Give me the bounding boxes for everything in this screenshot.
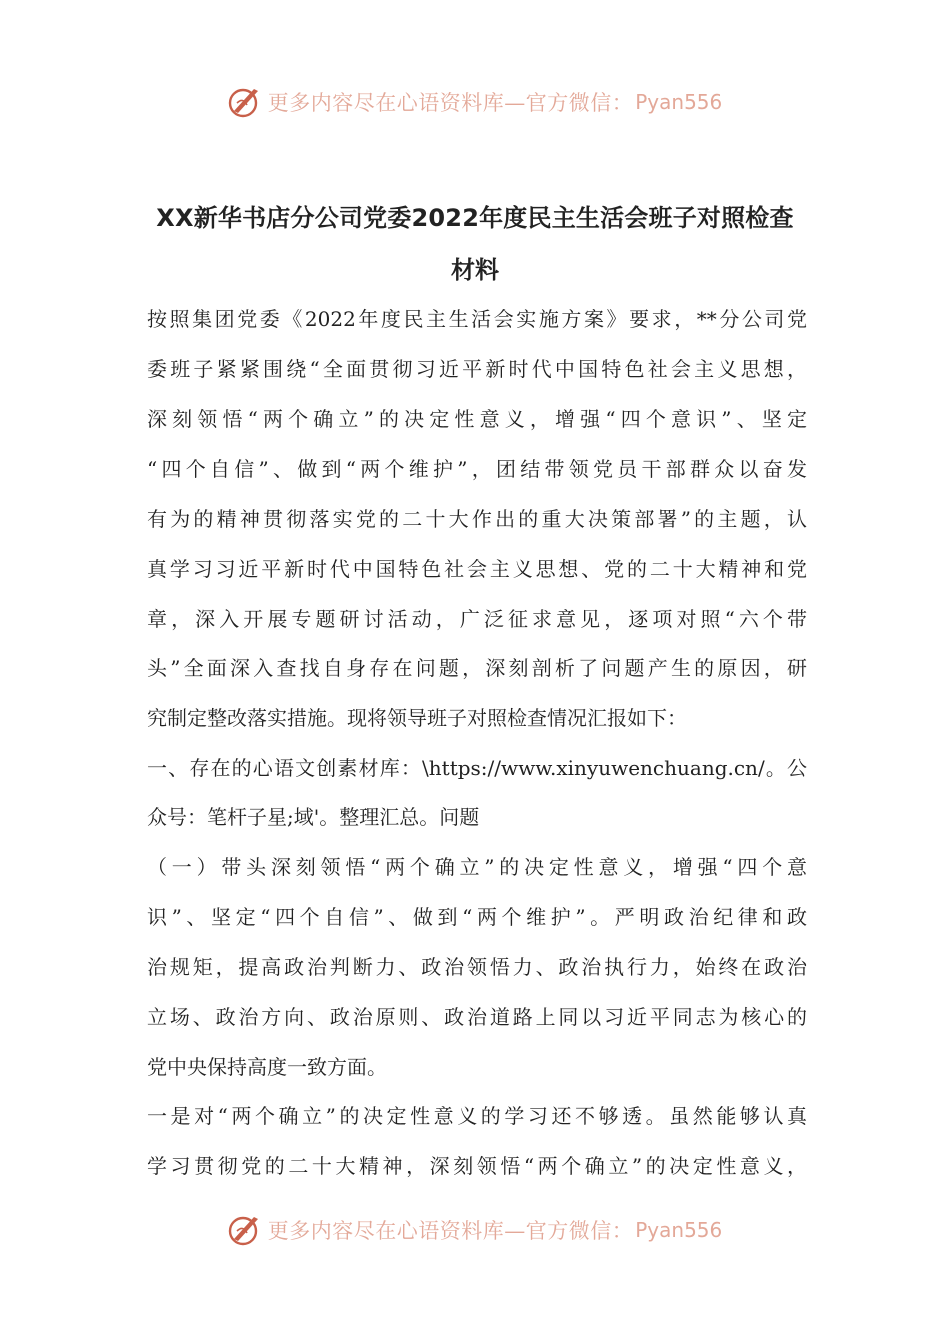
body-line: 众号：笔杆子星;域'。整理汇总。问题 bbox=[147, 805, 480, 829]
watermark-text: 更多内容尽在心语资料库—官方微信： bbox=[267, 91, 634, 115]
body-line: 头”全面深入查找自身存在问题，深刻剖析了问题产生的原因，研 bbox=[147, 656, 807, 680]
watermark-text: 更多内容尽在心语资料库—官方微信： bbox=[267, 1219, 634, 1243]
document-title-line-2: 材料 bbox=[451, 256, 499, 284]
body-line: 深刻领悟“两个确立”的决定性意义，增强“四个意识”、坚定 bbox=[147, 407, 807, 431]
body-line: 按照集团党委《2022年度民主生活会实施方案》要求，**分公司党 bbox=[147, 307, 807, 331]
body-line: 一是对“两个确立”的决定性意义的学习还不够透。虽然能够认真 bbox=[147, 1104, 807, 1128]
section-heading-line: （一）带头深刻领悟“两个确立”的决定性意义，增强“四个意 bbox=[147, 855, 807, 879]
body-line: 学习贯彻党的二十大精神，深刻领悟“两个确立”的决定性意义， bbox=[147, 1154, 807, 1178]
body-line: “四个自信”、做到“两个维护”，团结带领党员干部群众以奋发 bbox=[147, 457, 807, 481]
watermark-banner-top bbox=[0, 82, 950, 122]
body-line-with-url: 一、存在的心语文创素材库：\https://www.xinyuwenchuang.cn/。公 bbox=[147, 756, 807, 780]
quill-pen-logo-icon bbox=[228, 1213, 262, 1247]
body-line: 治规矩，提高政治判断力、政治领悟力、政治执行力，始终在政治 bbox=[147, 955, 807, 979]
body-line: 真学习习近平新时代中国特色社会主义思想、党的二十大精神和党 bbox=[147, 557, 807, 581]
body-line: 有为的精神贯彻落实党的二十大作出的重大决策部署”的主题，认 bbox=[147, 507, 807, 531]
body-line: 委班子紧紧围绕“全面贯彻习近平新时代中国特色社会主义思想， bbox=[147, 357, 807, 381]
body-line: 究制定整改落实措施。现将领导班子对照检查情况汇报如下： bbox=[147, 706, 687, 730]
document-title-line-1: XX新华书店分公司党委2022年度民主生活会班子对照检查 bbox=[156, 204, 794, 232]
watermark-banner-bottom bbox=[0, 1210, 950, 1250]
body-line: 识”、坚定“四个自信”、做到“两个维护”。严明政治纪律和政 bbox=[147, 905, 807, 929]
watermark-wechat-id: Pyan556 bbox=[635, 90, 723, 114]
body-line: 党中央保持高度一致方面。 bbox=[147, 1055, 387, 1079]
watermark-wechat-id: Pyan556 bbox=[635, 1218, 723, 1242]
body-line: 立场、政治方向、政治原则、政治道路上同以习近平同志为核心的 bbox=[147, 1005, 807, 1029]
body-line: 章，深入开展专题研讨活动，广泛征求意见，逐项对照“六个带 bbox=[147, 607, 807, 631]
quill-pen-logo-icon bbox=[228, 85, 262, 119]
